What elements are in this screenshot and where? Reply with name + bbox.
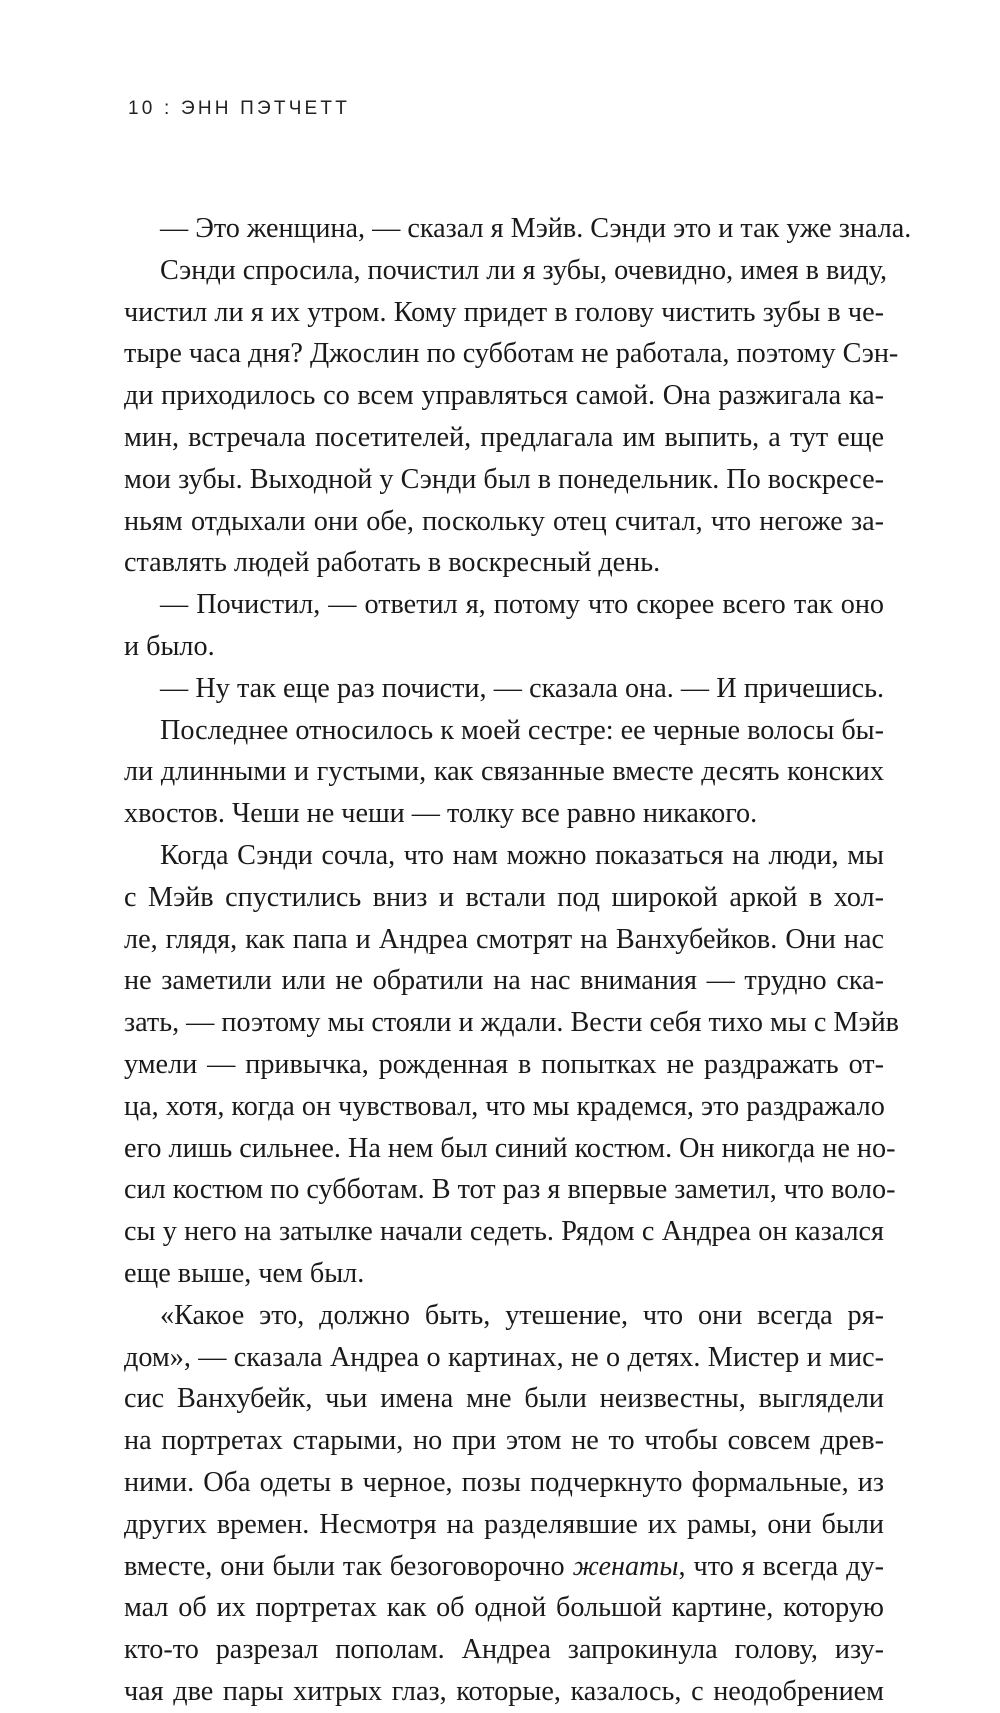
- text-line: его лишь сильнее. На нем был синий костюм. Он никогда не но-: [124, 1132, 896, 1164]
- text-line: ними. Оба одеты в черное, позы подчеркнуто формальные, из: [124, 1466, 884, 1498]
- body-text: [124, 208, 912, 1707]
- text-line: ли длинными и густыми, как связанные вместе десять конских: [124, 756, 884, 788]
- text-line: сис Ванхубейк, чьи имена мне были неизвестны, выглядели: [124, 1383, 884, 1415]
- text-line: ди приходилось со всем управляться самой. Она разжигала ка-: [124, 380, 884, 412]
- text-line: мои зубы. Выходной у Сэнди был в понедельник. По воскресе-: [124, 463, 884, 495]
- text-line: Последнее относилось к моей сестре: ее черные волосы бы-: [160, 714, 884, 746]
- line-part: вместе, они были так безоговорочно: [124, 1550, 565, 1582]
- text-line: ставлять людей работать в воскресный день.: [124, 547, 661, 579]
- running-head: [128, 98, 350, 120]
- text-line: на портретах старыми, но при этом не то чтобы совсем древ-: [124, 1425, 884, 1457]
- text-line: мин, встречала посетителей, предлагала им выпить, а тут еще: [124, 421, 884, 453]
- text-line: ца, хотя, когда он чувствовал, что мы крадемся, это раздражало: [124, 1090, 885, 1122]
- page-number: 10: [128, 98, 156, 119]
- text-line: мал об их портретах как об одной большой картине, которую: [124, 1592, 884, 1624]
- text-line: и было.: [124, 630, 215, 662]
- text-line: — Это женщина, — сказал я Мэйв. Сэнди это и так уже знала.: [160, 213, 912, 244]
- text-line: зать, — поэтому мы стояли и ждали. Вести себя тихо мы с Мэйв: [124, 1007, 899, 1039]
- text-line: чая две пары хитрых глаз, которые, казалось, с неодобрением: [124, 1675, 884, 1707]
- text-line: Когда Сэнди сочла, что нам можно показаться на люди, мы: [160, 839, 884, 871]
- text-line: — Ну так еще раз почисти, — сказала она. — И причешись.: [160, 672, 884, 704]
- text-line: других времен. Несмотря на разделявшие их рамы, они были: [124, 1508, 884, 1540]
- text-line-emphasis: [124, 1546, 884, 1588]
- text-line: не заметили или не обратили на нас внимания — трудно ска-: [124, 965, 884, 997]
- text-line: еще выше, чем был.: [124, 1257, 365, 1289]
- text-line: умели — привычка, рожденная в попытках не раздражать от-: [124, 1048, 884, 1080]
- line-part: , что я всегда ду-: [678, 1550, 884, 1582]
- text-line: сы у него на затылке начали седеть. Рядом с Андреа он казался: [124, 1216, 884, 1248]
- emphasized-word: женаты: [572, 1550, 679, 1582]
- text-line: Сэнди спросила, почистил ли я зубы, очевидно, имея в виду,: [160, 254, 888, 286]
- text-line: — Почистил, — ответил я, потому что скорее всего так оно: [160, 589, 884, 621]
- text-line: ньям отдыхали они обе, поскольку отец считал, что негоже за-: [124, 505, 884, 537]
- author-name: ЭНН ПЭТЧЕТТ: [181, 98, 351, 119]
- text-line: дом», — сказала Андреа о картинах, не о детях. Мистер и мис-: [124, 1341, 884, 1373]
- text-line: чистил ли я их утром. Кому придет в голову чистить зубы в че-: [124, 296, 884, 328]
- text-line: кто-то разрезал пополам. Андреа запрокинула голову, изу-: [124, 1634, 884, 1666]
- text-line: тыре часа дня? Джослин по субботам не работала, поэтому Сэн-: [124, 338, 899, 370]
- text-line: с Мэйв спустились вниз и встали под широкой аркой в хол-: [124, 881, 884, 913]
- text-line: «Какое это, должно быть, утешение, что они всегда ря-: [160, 1299, 884, 1331]
- text-line: ле, глядя, как папа и Андреа смотрят на Ванхубейков. Они нас: [124, 923, 884, 955]
- header-separator: :: [164, 98, 173, 119]
- text-line: хвостов. Чеши не чеши — толку все равно никакого.: [124, 798, 758, 830]
- text-line: сил костюм по субботам. В тот раз я впервые заметил, что воло-: [124, 1174, 896, 1206]
